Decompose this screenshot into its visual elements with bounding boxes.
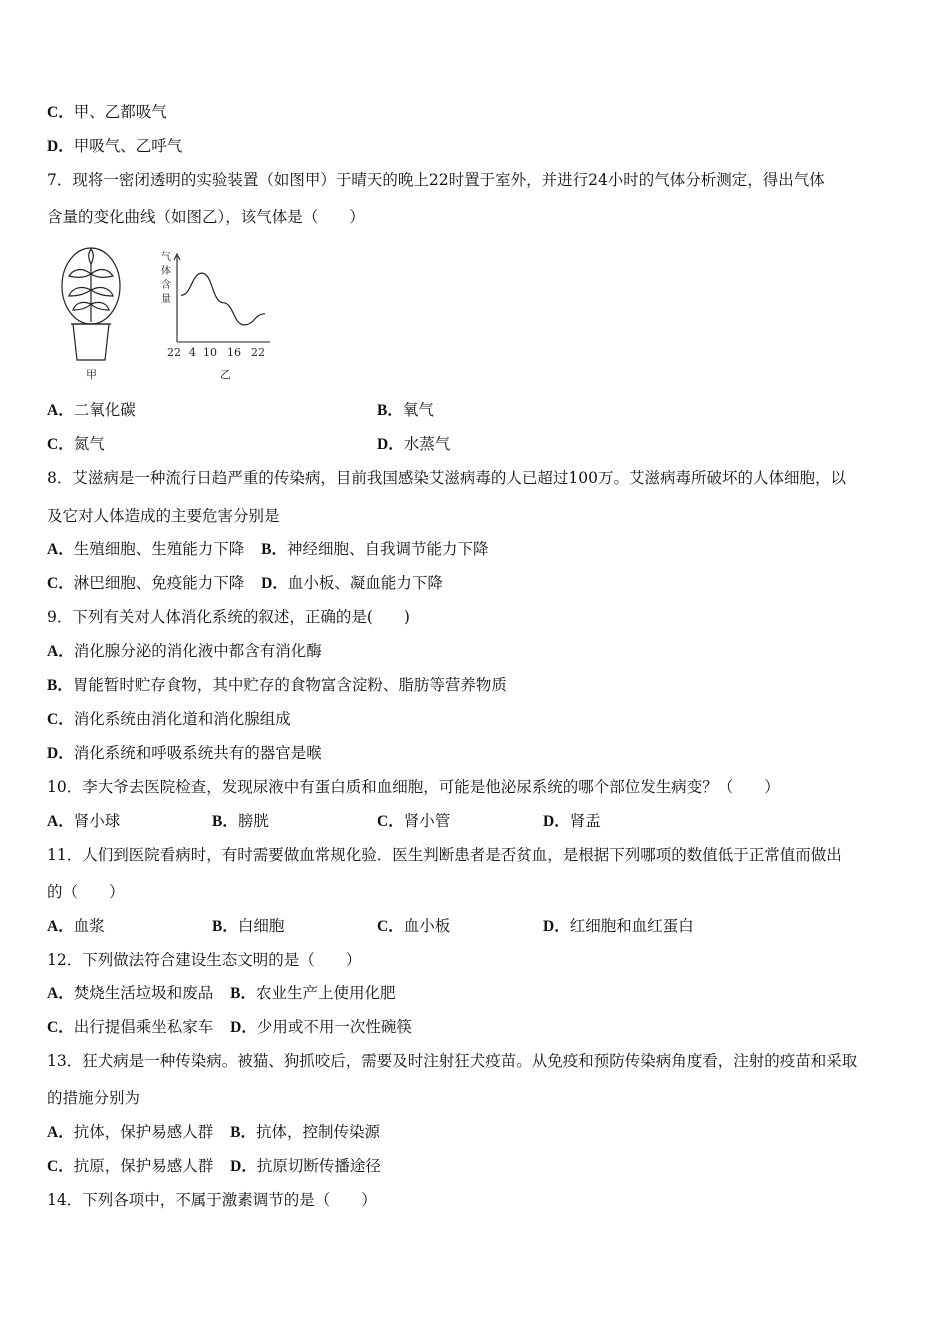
- q10-option-d: [543, 811, 601, 832]
- y-label-char: 含: [161, 280, 171, 291]
- option-letter: D．: [230, 1158, 257, 1175]
- option-text: 二氧化碳: [73, 401, 136, 419]
- option-letter: D．: [543, 918, 570, 935]
- q7-figure: [55, 244, 285, 384]
- q9-option-c: [47, 709, 291, 730]
- q6-option-d: [47, 136, 182, 157]
- option-letter: B．: [261, 541, 287, 558]
- y-label-char: 量: [161, 294, 171, 305]
- option-text: 抗原切断传播途径: [256, 1157, 381, 1175]
- option-letter: B．: [47, 677, 73, 694]
- option-letter: B．: [230, 985, 256, 1002]
- option-letter: D．: [261, 575, 288, 592]
- q10-option-b: [212, 811, 269, 832]
- q8-stem-line-1: 8．艾滋病是一种流行日趋严重的传染病，目前我国感染艾滋病毒的人已超过100万。艾滋病毒所破坏的人体细胞，以: [47, 469, 846, 487]
- option-letter: D．: [230, 1019, 257, 1036]
- q7-option-c: [47, 434, 105, 455]
- label-yi: 乙: [220, 368, 231, 381]
- option-letter: D．: [543, 813, 570, 830]
- gas-content-chart: [161, 251, 270, 381]
- option-letter: A．: [47, 985, 74, 1002]
- x-tick-label: 16: [227, 346, 241, 359]
- option-text: 白细胞: [237, 917, 285, 935]
- option-text: 红细胞和血红蛋白: [569, 917, 694, 935]
- option-text: 抗体，保护易感人群: [73, 1123, 214, 1141]
- q11-stem-line-1: 11．人们到医院看病时，有时需要做血常规化验．医生判断患者是否贫血，是根据下列哪项的数值低于正常值而做出: [47, 846, 842, 864]
- option-text: 肾盂: [569, 812, 601, 830]
- option-text: 氧气: [402, 401, 434, 419]
- option-text: 甲、乙都吸气: [73, 103, 167, 121]
- option-text: 淋巴细胞、免疫能力下降: [73, 574, 245, 592]
- option-text: 神经细胞、自我调节能力下降: [287, 540, 489, 558]
- option-letter: C．: [47, 1158, 74, 1175]
- q7-figure-svg: [55, 244, 285, 384]
- q9-stem: 9．下列有关对人体消化系统的叙述，正确的是( ): [47, 608, 410, 626]
- option-text: 焚烧生活垃圾和废品: [73, 984, 214, 1002]
- x-tick-label: 22: [167, 346, 181, 359]
- q7-stem-line-1: 7．现将一密闭透明的实验装置（如图甲）于晴天的晚上22时置于室外，并进行24小时的气体分析测定，得出气体: [47, 171, 825, 189]
- q11-option-c: [377, 916, 450, 937]
- option-text: 血浆: [73, 917, 105, 935]
- q8-stem-line-2: 及它对人体造成的主要危害分别是: [47, 507, 280, 525]
- q14-stem: 14．下列各项中，不属于激素调节的是（ ）: [47, 1191, 377, 1209]
- q13-stem-line-2: 的措施分别为: [47, 1089, 141, 1107]
- q7-option-a: [47, 400, 136, 421]
- option-letter: B．: [230, 1124, 256, 1141]
- x-tick-label: 10: [203, 346, 217, 359]
- q11-option-b: [212, 916, 284, 937]
- option-text: 消化系统和呼吸系统共有的器官是喉: [73, 744, 322, 762]
- option-letter: A．: [47, 541, 74, 558]
- option-letter: D．: [47, 138, 74, 155]
- y-label-char: 气: [161, 252, 171, 263]
- leaf: [69, 270, 91, 278]
- option-letter: D．: [377, 436, 404, 453]
- leaf: [91, 302, 109, 310]
- option-text: 血小板: [403, 917, 451, 935]
- q8-options-row-2: [47, 573, 443, 594]
- q12-options-row-1: [47, 983, 396, 1004]
- option-text: 胃能暂时贮存食物，其中贮存的食物富含淀粉、脂肪等营养物质: [72, 676, 507, 694]
- q11-stem-line-2: 的（ ）: [47, 883, 125, 901]
- flower-pot: [73, 324, 109, 360]
- leaf: [89, 249, 94, 264]
- option-text: 生殖细胞、生殖能力下降: [73, 540, 245, 558]
- option-text: 抗体，控制传染源: [256, 1123, 381, 1141]
- option-letter: B．: [212, 918, 238, 935]
- q10-stem: 10．李大爷去医院检查，发现尿液中有蛋白质和血细胞，可能是他泌尿系统的哪个部位发生病变？（ ）: [47, 778, 780, 796]
- q7-stem-line-2: 含量的变化曲线（如图乙），该气体是（ ）: [47, 208, 365, 226]
- option-letter: A．: [47, 918, 74, 935]
- q6-option-c: [47, 102, 167, 123]
- option-text: 血小板、凝血能力下降: [287, 574, 443, 592]
- option-letter: C．: [377, 813, 404, 830]
- leaf: [91, 270, 113, 278]
- q10-option-a: [47, 811, 120, 832]
- option-text: 氮气: [73, 435, 105, 453]
- q10-option-c: [377, 811, 450, 832]
- q11-option-d: [543, 916, 694, 937]
- option-letter: C．: [377, 918, 404, 935]
- option-text: 出行提倡乘坐私家车: [73, 1018, 214, 1036]
- q12-options-row-2: [47, 1017, 412, 1038]
- option-text: 膀胱: [237, 812, 269, 830]
- q13-stem-line-1: 13．狂犬病是一种传染病。被猫、狗抓咬后，需要及时注射狂犬疫苗。从免疫和预防传染病角度看，注射的疫苗和采取: [47, 1052, 858, 1070]
- option-letter: C．: [47, 711, 74, 728]
- x-tick-label: 22: [251, 346, 265, 359]
- option-text: 消化系统由消化道和消化腺组成: [73, 710, 291, 728]
- option-letter: A．: [47, 643, 74, 660]
- option-letter: A．: [47, 1124, 74, 1141]
- q7-option-b: [377, 400, 434, 421]
- option-text: 水蒸气: [403, 435, 451, 453]
- option-letter: C．: [47, 104, 74, 121]
- x-tick-label: 4: [189, 346, 196, 359]
- leaf: [73, 302, 91, 310]
- q12-stem: 12．下列做法符合建设生态文明的是（ ）: [47, 951, 362, 969]
- gas-content-curve: [181, 273, 265, 325]
- q13-options-row-1: [47, 1122, 380, 1143]
- option-letter: A．: [47, 813, 74, 830]
- option-text: 消化腺分泌的消化液中都含有消化酶: [73, 642, 322, 660]
- option-letter: C．: [47, 436, 74, 453]
- q11-option-a: [47, 916, 105, 937]
- option-letter: B．: [377, 402, 403, 419]
- option-text: 肾小管: [403, 812, 451, 830]
- q7-option-d: [377, 434, 450, 455]
- option-letter: C．: [47, 1019, 74, 1036]
- q9-option-d: [47, 743, 322, 764]
- q9-option-b: [47, 675, 507, 696]
- option-letter: A．: [47, 402, 74, 419]
- y-label-char: 体: [161, 266, 171, 277]
- leaf: [91, 288, 113, 296]
- plant-apparatus-drawing: [62, 248, 120, 360]
- option-letter: B．: [212, 813, 238, 830]
- q13-options-row-2: [47, 1156, 381, 1177]
- label-jia: 甲: [86, 368, 97, 381]
- option-text: 农业生产上使用化肥: [256, 984, 396, 1002]
- option-text: 甲吸气、乙呼气: [73, 137, 183, 155]
- option-text: 肾小球: [73, 812, 121, 830]
- leaf: [69, 288, 91, 296]
- option-letter: D．: [47, 745, 74, 762]
- q9-option-a: [47, 641, 322, 662]
- q8-options-row-1: [47, 539, 489, 560]
- option-text: 抗原，保护易感人群: [73, 1157, 214, 1175]
- option-text: 少用或不用一次性碗筷: [256, 1018, 412, 1036]
- option-letter: C．: [47, 575, 74, 592]
